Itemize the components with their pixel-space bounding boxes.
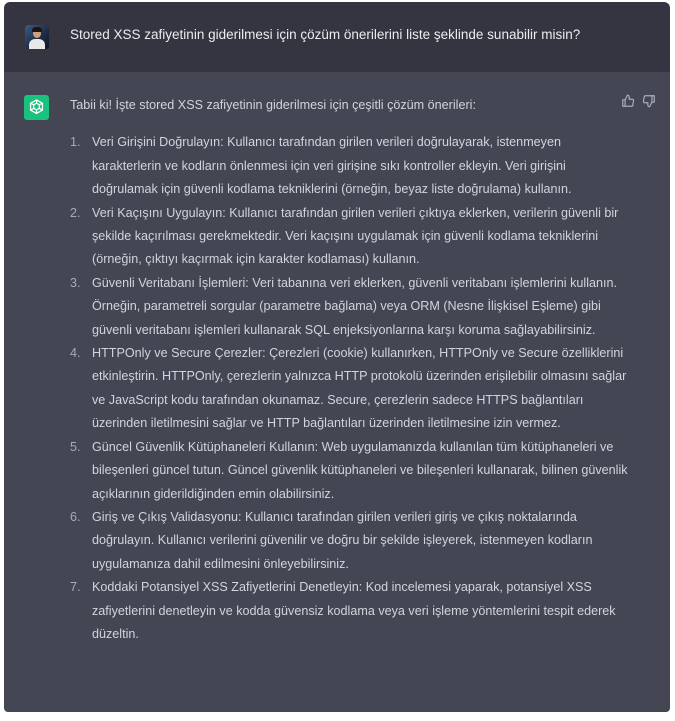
- list-item: [70, 272, 630, 342]
- user-message-text: Stored XSS zafiyetinin giderilmesi için çözüm önerilerini liste şeklinde sunabilir misin?: [70, 27, 581, 42]
- list-item-text: Giriş ve Çıkış Validasyonu: Kullanıcı tarafından girilen verileri giriş ve çıkış noktalarında doğrulayın. Kullanıcı verilerini güvenilir ve doğru bir şekilde işleyerek, istenmeyen kodların uygulamanıza dahil edilmesini önleyebilirsiniz.: [92, 509, 593, 571]
- list-item-text: Güvenli Veritabanı İşlemleri: Veri tabanına veri eklerken, güvenli veritabanı işlemlerini kullanın. Örneğin, parametreli sorgular (parametre bağlama) veya ORM (Nesne İlişkisel Eşleme) gibi güvenli veritabanı işlemleri kullanarak SQL enjeksiyonlarına karşı koruma sağlayabilirsiniz.: [92, 275, 618, 337]
- assistant-message-content: [70, 94, 630, 646]
- list-item: [70, 131, 630, 201]
- list-item-text: Veri Kaçışını Uygulayın: Kullanıcı tarafından girilen verileri çıktıya eklerken, verilerin güvenli bir şekilde kaçırılması gerekmektedir. Veri kaçışını uygulamak için güvenli kodlama tekniklerini (örneğin, çıktıyı kaçırmak için karakter kodlaması) kullanın.: [92, 205, 619, 267]
- list-item-number: 2.: [70, 205, 81, 220]
- solutions-list: [70, 131, 630, 646]
- openai-logo-icon: [24, 95, 49, 120]
- list-item-text: Koddaki Potansiyel XSS Zafiyetlerini Denetleyin: Kod incelemesi yaparak, potansiyel XSS zafiyetlerini denetleyin ve kodda güvensiz kodlama veya veri işleme yöntemlerini tespit ederek düzeltin.: [92, 580, 616, 641]
- list-item: [70, 436, 630, 506]
- list-item: [70, 506, 630, 576]
- list-item: [70, 342, 630, 436]
- list-item-text: HTTPOnly ve Secure Çerezler: Çerezleri (cookie) kullanırken, HTTPOnly ve Secure özelliklerini etkinleştirin. HTTPOnly, çerezlerin yalnızca HTTP protokolü üzerinden erişilebilir olmasını sağlar ve JavaScript kodu tarafından okunamaz. Secure, çerezlerin sadece HTTPS bağlantıları üzerinden iletilmesini sağlar ve HTTP bağlantıları üzerinden iletilmesine izin vermez.: [92, 346, 627, 431]
- list-item-number: 6.: [70, 509, 81, 524]
- list-item-number: 7.: [70, 580, 81, 595]
- assistant-message-row: [4, 72, 670, 712]
- list-item-number: 3.: [70, 275, 81, 290]
- list-item: [70, 576, 630, 646]
- list-item-number: 1.: [70, 135, 81, 150]
- list-item-number: 5.: [70, 439, 81, 454]
- user-avatar: [25, 25, 49, 49]
- list-item-text: Güncel Güvenlik Kütüphaneleri Kullanın: Web uygulamanızda kullanılan tüm kütüphaneleri ve bileşenleri güncel tutun. Güncel güvenlik kütüphaneleri ve bileşenleri kullanarak, bilinen güvenlik açıklarının giderildiğinden emin olabilirsiniz.: [92, 439, 628, 501]
- list-item: [70, 202, 630, 272]
- thumbs-down-icon[interactable]: [642, 94, 656, 108]
- list-item-number: 4.: [70, 346, 81, 361]
- assistant-intro: Tabii ki! İşte stored XSS zafiyetinin giderilmesi için çeşitli çözüm önerileri:: [70, 98, 476, 112]
- user-message-row: [4, 2, 670, 72]
- list-item-text: Veri Girişini Doğrulayın: Kullanıcı tarafından girilen verileri doğrulayarak, istenmeyen karakterlerin ve kodların önlenmesi için veri girişine sıkı kontroller ekleyin. Veri girişini doğrulamak için güvenli kodlama tekniklerini (örneğin, beyaz liste doğrulama) kullanın.: [92, 135, 572, 197]
